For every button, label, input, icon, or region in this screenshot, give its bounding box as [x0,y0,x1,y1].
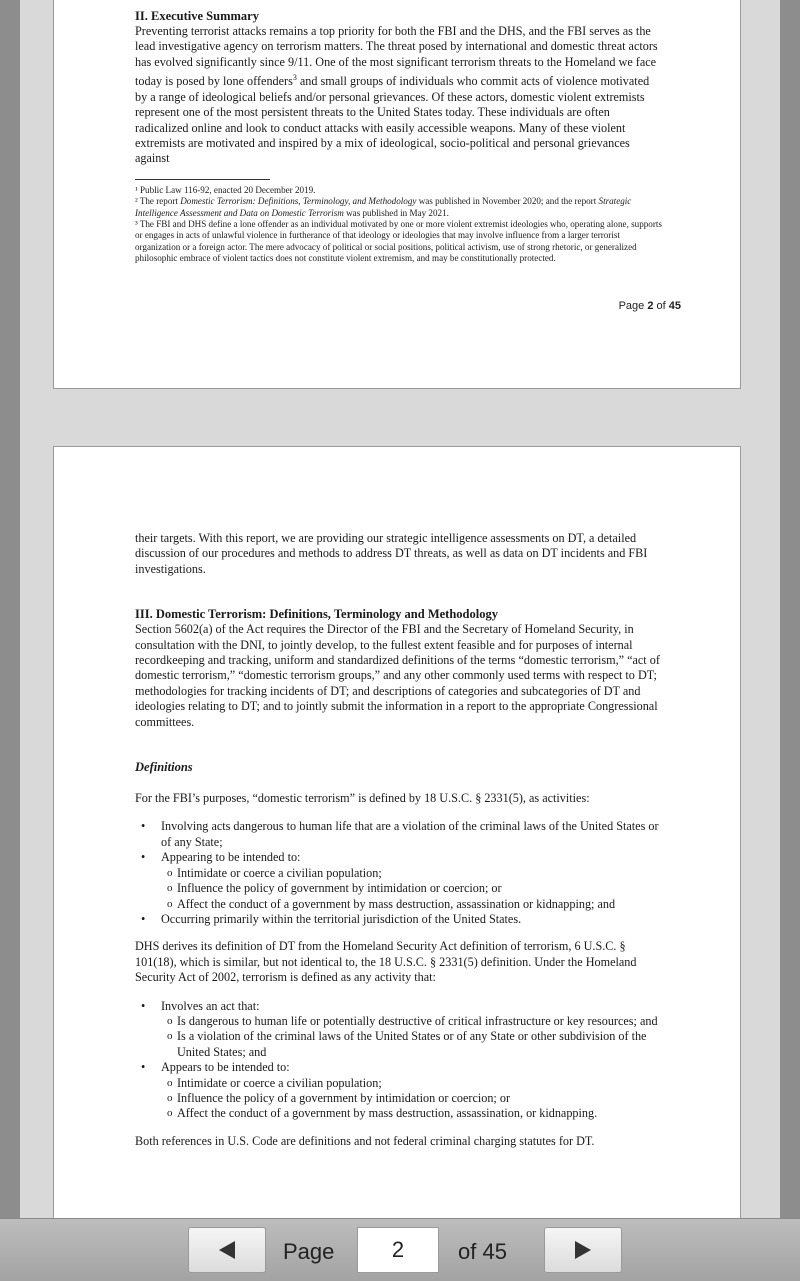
sub-list [161,866,663,912]
footnote-text: ² The report [135,196,181,207]
body-paragraph [135,24,663,167]
page-number [619,300,681,312]
continuation-paragraph: their targets. With this report, we are providing our strategic intelligence assessments on DT, a detailed discussion of our procedures and methods to address DT threats, as well as data on DT incidents and FBI investigations. [135,531,648,576]
list-item-text: Appearing to be intended to: [161,850,301,865]
document-page-3 [53,446,741,1218]
list-item [135,850,663,912]
list-item-text: Involving acts dangerous to human life that are a violation of the criminal laws of the United States or of any State; [161,819,659,849]
sub-list-item: o Influence the policy of government by intimidation or coercion; or [167,881,663,896]
sub-list-item: o Affect the conduct of a government by mass destruction, assassination, or kidnapping. [167,1106,663,1121]
list-item [135,1060,663,1122]
sub-list-item: o Intimidate or coerce a civilian population; [167,1076,663,1091]
sub-list-item: o Is a violation of the criminal laws of the United States or of any State or other subdivision of the United States; and [167,1029,663,1060]
right-triangle-icon [575,1241,591,1259]
sub-list-item: o Affect the conduct of a government by mass destruction, assassination or kidnapping; and [167,897,663,912]
dhs-definition-list [135,999,663,1122]
next-page-button[interactable] [544,1227,622,1273]
document-page-2 [53,0,741,389]
page-navigation-toolbar [0,1218,800,1281]
footnote-text: was published in May 2021. [343,207,449,218]
total-pages-label: of 45 [458,1239,507,1264]
footnote-2 [135,196,663,219]
footnote-divider [135,179,270,180]
previous-page-button[interactable] [188,1227,266,1273]
footnote-1: ¹ Public Law 116-92, enacted 20 December 2019. [135,184,316,195]
document-viewer[interactable] [20,0,780,1218]
body-text: and small groups of individuals who commit acts of violence motivated by a range of ideological beliefs and/or personal grievances. Of these actors, domestic violent extremists represent one of the most persistent threats to the United States today. These individuals are often radicalized online and look to conduct attacks with easily accessible weapons. Many of these violent extremists are motivated and inspired by a mix of ideological, socio-political and personal grievances against [135,74,650,166]
page-label: Page [283,1239,335,1264]
closing-paragraph: Both references in U.S. Code are definitions and not federal criminal charging statutes for DT. [135,1133,595,1148]
left-triangle-icon [219,1241,235,1259]
footnote-text: was published in November 2020; and the report [416,196,599,207]
footnote-3: ³ The FBI and DHS define a lone offender as an individual motivated by one or more violent extremist ideologies who, operating alone, supports or engages in acts of unlawful violence in furtherance of that ideology or ideologies that may involve influence from a larger terrorist organization or a foreign actor. The mere advocacy of political or social positions, political activism, use of strong rhetoric, or generalized philosophic embrace of violent tactics does not constitute violent extremism, and may be constitutionally protected. [135,218,662,264]
list-item [135,912,663,927]
page-number-total: 45 [668,300,681,312]
page-number-prefix: Page [618,300,648,312]
page-number-current: 2 [647,300,654,312]
sub-list-item: o Influence the policy of a government by intimidation or coercion; or [167,1091,663,1106]
page-number-input[interactable] [357,1227,439,1273]
sub-list-item: o Intimidate or coerce a civilian population; [167,866,663,881]
footnote-title: Strategic Intelligence Assessment and Data on Domestic Terrorism [135,196,632,218]
section-title: III. Domestic Terrorism: Definitions, Terminology and Methodology [135,607,498,622]
page-content [135,531,663,1149]
list-item-text: Involves an act that: [161,998,260,1013]
sub-list [161,1014,663,1060]
footnote-title: Domestic Terrorism: Definitions, Terminology, and Methodology [180,196,417,207]
list-item-text: Occurring primarily within the territorial jurisdiction of the United States. [161,911,522,926]
list-item [135,999,663,1061]
dhs-intro: DHS derives its definition of DT from the Homeland Security Act definition of terrorism, 6 U.S.C. § 101(18), which is similar, but not identical to, the 18 U.S.C. § 2331(5) definition. Under the Homeland Security Act of 2002, terrorism is defined as any activity that: [135,939,637,985]
sub-list [161,1076,663,1122]
section-title: II. Executive Summary [135,9,259,23]
sub-list-item: o Is dangerous to human life or potentially destructive of critical infrastructure or key resources; and [167,1014,663,1029]
footnote-ref: 3 [292,73,297,83]
page-content [135,9,663,265]
section-paragraph: Section 5602(a) of the Act requires the Director of the FBI and the Secretary of Homeland Security, in consultation with the DNI, to jointly develop, to the fullest extent feasible and for purposes of internal recordkeeping and tracking, uniform and standardized definitions of the terms “domestic terrorism,” “act of domestic terrorism,” “domestic terrorism groups,” and any other commonly used terms with respect to DT; methodologies for tracking incidents of DT; and descriptions of categories and subcategories of DT and ideologies relating to DT; and to jointly submit the information in a report to the appropriate Congressional committees. [135,622,660,729]
definitions-heading: Definitions [135,760,193,775]
list-item-text: Appears to be intended to: [161,1060,290,1075]
page-number-middle: of [653,300,669,312]
fbi-intro: For the FBI’s purposes, “domestic terrorism” is defined by 18 U.S.C. § 2331(5), as activities: [135,791,590,806]
fbi-definition-list [135,819,663,927]
list-item [135,819,663,850]
body-text: Preventing terrorist attacks remains a top priority for both the FBI and the DHS, and the FBI serves as the lead investigative agency on terrorism matters. The threat posed by international and domestic threat actors has evolved significantly since 9/11. One of the most significant terrorism threats to the Homeland we face today is posed by lone offenders [135,24,658,89]
